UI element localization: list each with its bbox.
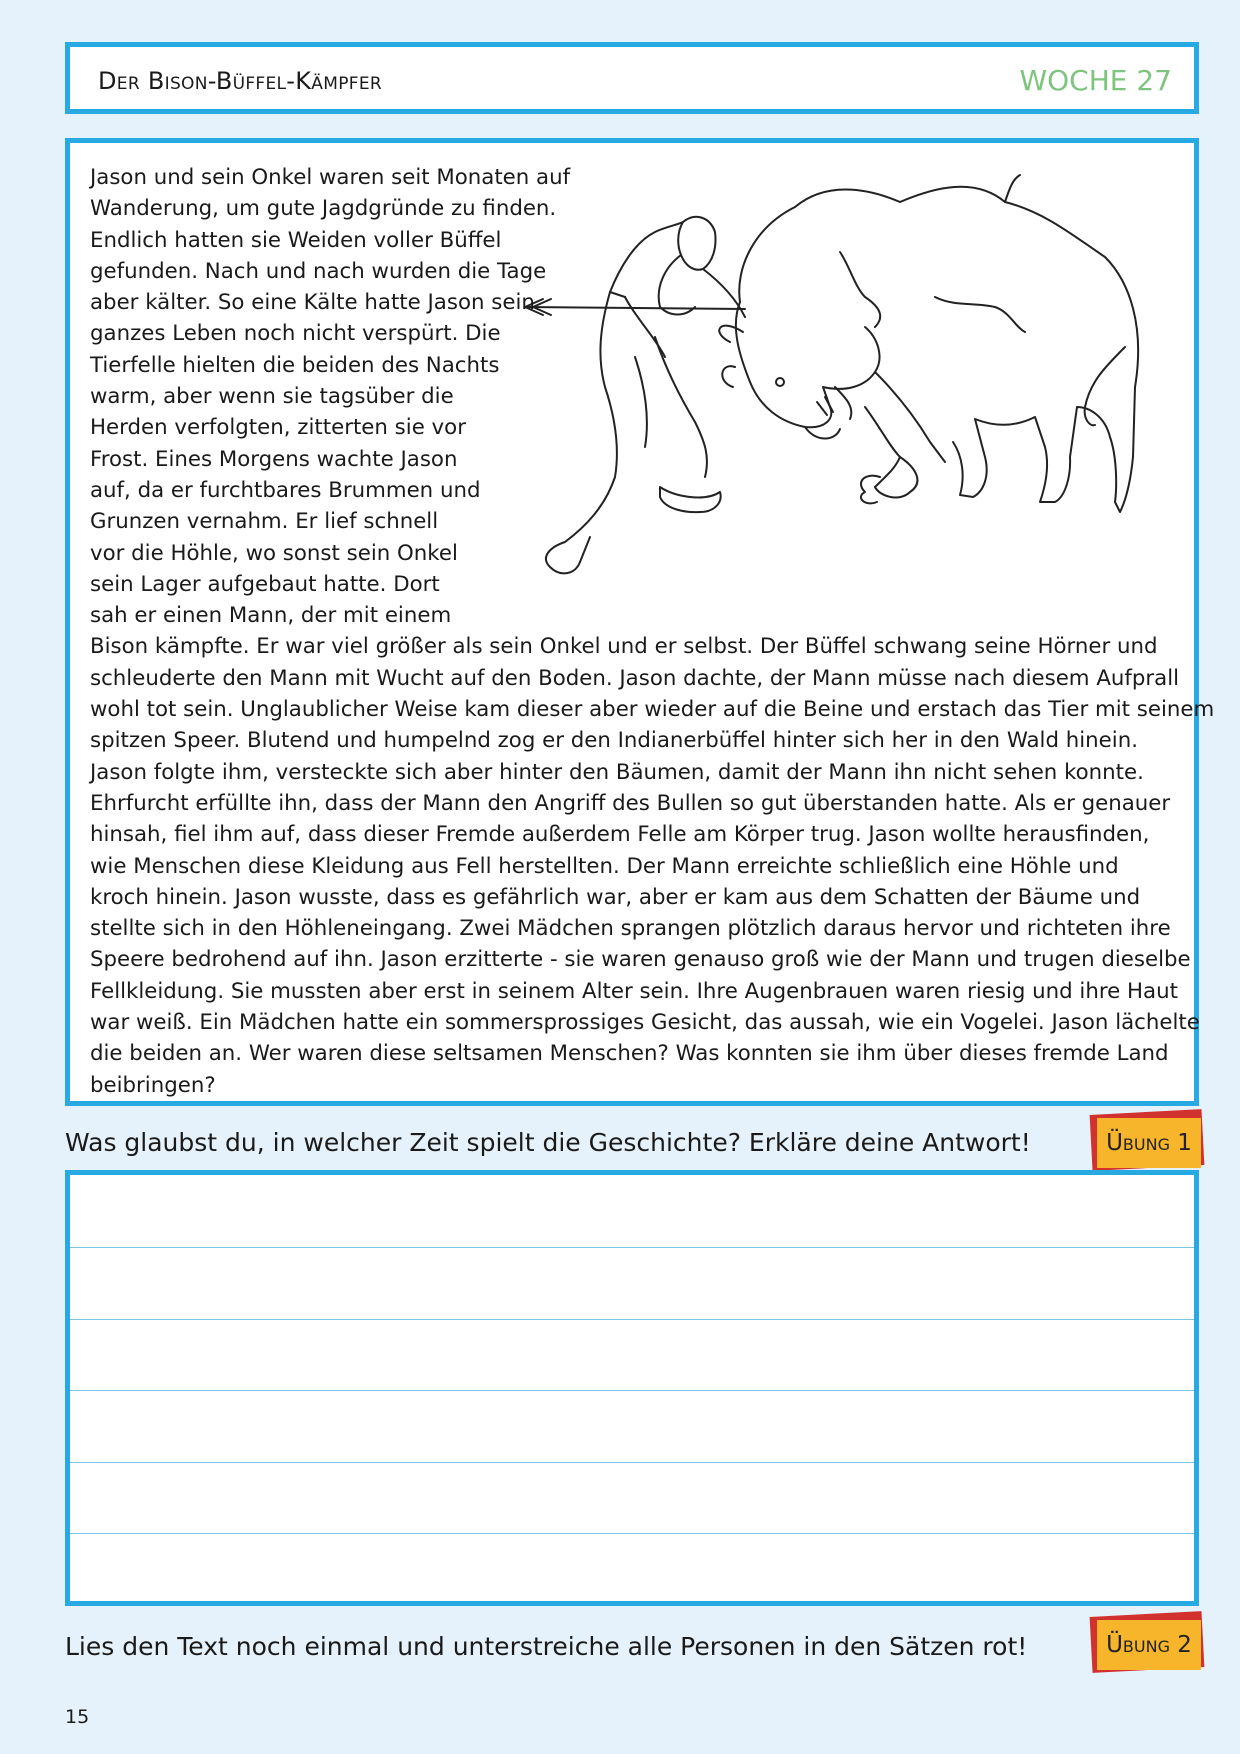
story-line: warm, aber wenn sie tagsüber die <box>90 384 454 410</box>
title-bar <box>65 42 1199 114</box>
exercise-2-badge-label: Übung 2 <box>1097 1620 1201 1670</box>
story-line: Grunzen vernahm. Er lief schnell <box>90 509 439 535</box>
story-line: Fellkleidung. Sie mussten aber erst in seinem Alter sein. Ihre Augenbrauen waren riesig und ihre Haut <box>90 978 1178 1004</box>
story-text <box>90 162 1215 1101</box>
story-line: ganzes Leben noch nicht verspürt. Die <box>90 321 501 347</box>
story-line: Jason und sein Onkel waren seit Monaten auf <box>90 165 571 190</box>
story-line: Endlich hatten sie Weiden voller Büffel <box>90 227 502 253</box>
week-label: WOCHE 27 <box>1019 64 1172 97</box>
story-line: hinsah, fiel ihm auf, dass dieser Fremde außerdem Felle am Körper trug. Jason wollte herausfinden, <box>90 822 1150 848</box>
answer-area[interactable] <box>65 1170 1199 1606</box>
story-line: war weiß. Ein Mädchen hatte ein sommersprossiges Gesicht, das aussah, wie ein Vogelei. Jason lächelte <box>90 1010 1200 1036</box>
story-line: beibringen? <box>90 1072 216 1098</box>
story-line: sah er einen Mann, der mit einem <box>90 603 452 629</box>
exercise-2-question: Lies den Text noch einmal und unterstreiche alle Personen in den Sätzen rot! <box>65 1632 1028 1661</box>
story-line: Speere bedrohend auf ihn. Jason erzitterte - sie waren genauso groß wie der Mann und trugen dieselbe <box>90 947 1191 973</box>
story-line: Wanderung, um gute Jagdgründe zu finden. <box>90 196 557 222</box>
story-line: aber kälter. So eine Kälte hatte Jason sein <box>90 290 535 316</box>
story-line: schleuderte den Mann mit Wucht auf den Boden. Jason dachte, der Mann müsse nach diesem Aufprall <box>90 665 1180 691</box>
writing-line <box>70 1247 1194 1248</box>
writing-line <box>70 1462 1194 1463</box>
story-line: sein Lager aufgebaut hatte. Dort <box>90 571 440 597</box>
story-line: kroch hinein. Jason wusste, dass es gefährlich war, aber er kam aus dem Schatten der Bäume und <box>90 884 1141 910</box>
exercise-1-badge <box>1091 1112 1203 1168</box>
story-line: Frost. Eines Morgens wachte Jason <box>90 446 458 472</box>
story-line: Ehrfurcht erfüllte ihn, dass der Mann den Angriff des Bullen so gut überstanden hatte. Als er genauer <box>90 790 1171 816</box>
story-line: stellte sich in den Höhleneingang. Zwei Mädchen sprangen plötzlich daraus hervor und richteten ihre <box>90 916 1171 942</box>
exercise-1-badge-label: Übung 1 <box>1097 1118 1201 1168</box>
story-line: wohl tot sein. Unglaublicher Weise kam dieser aber wieder auf die Beine und erstach das Tier mit seinem <box>90 697 1215 723</box>
worksheet-title: Der Bison-Büffel-Kämpfer <box>98 67 382 95</box>
story-line: Tierfelle hielten die beiden des Nachts <box>90 352 500 378</box>
story-line: gefunden. Nach und nach wurden die Tage <box>90 258 547 284</box>
story-line: wie Menschen diese Kleidung aus Fell herstellten. Der Mann erreichte schließlich eine Höhle und <box>90 853 1119 879</box>
page-number: 15 <box>65 1706 90 1728</box>
story-line: Bison kämpfte. Er war viel größer als sein Onkel und er selbst. Der Büffel schwang seine Hörner und <box>90 634 1158 660</box>
story-line: Jason folgte ihm, versteckte sich aber hinter den Bäumen, damit der Mann ihn nicht sehen konnte. <box>90 759 1144 785</box>
exercise-2-badge <box>1091 1614 1203 1670</box>
writing-line <box>70 1390 1194 1391</box>
story-line: Herden verfolgten, zitterten sie vor <box>90 415 466 441</box>
story-line: auf, da er furchtbares Brummen und <box>90 477 481 503</box>
story-line: spitzen Speer. Blutend und humpelnd zog er den Indianerbüffel hinter sich her in den Wald hinein. <box>90 728 1138 754</box>
story-line: vor die Höhle, wo sonst sein Onkel <box>90 540 458 566</box>
exercise-1-question: Was glaubst du, in welcher Zeit spielt die Geschichte? Erkläre deine Antwort! <box>65 1128 1031 1157</box>
story-box <box>65 138 1215 1106</box>
writing-line <box>70 1533 1194 1534</box>
writing-line <box>70 1319 1194 1320</box>
story-line: die beiden an. Wer waren diese seltsamen Menschen? Was konnten sie ihm über dieses fremde Land <box>90 1041 1169 1067</box>
